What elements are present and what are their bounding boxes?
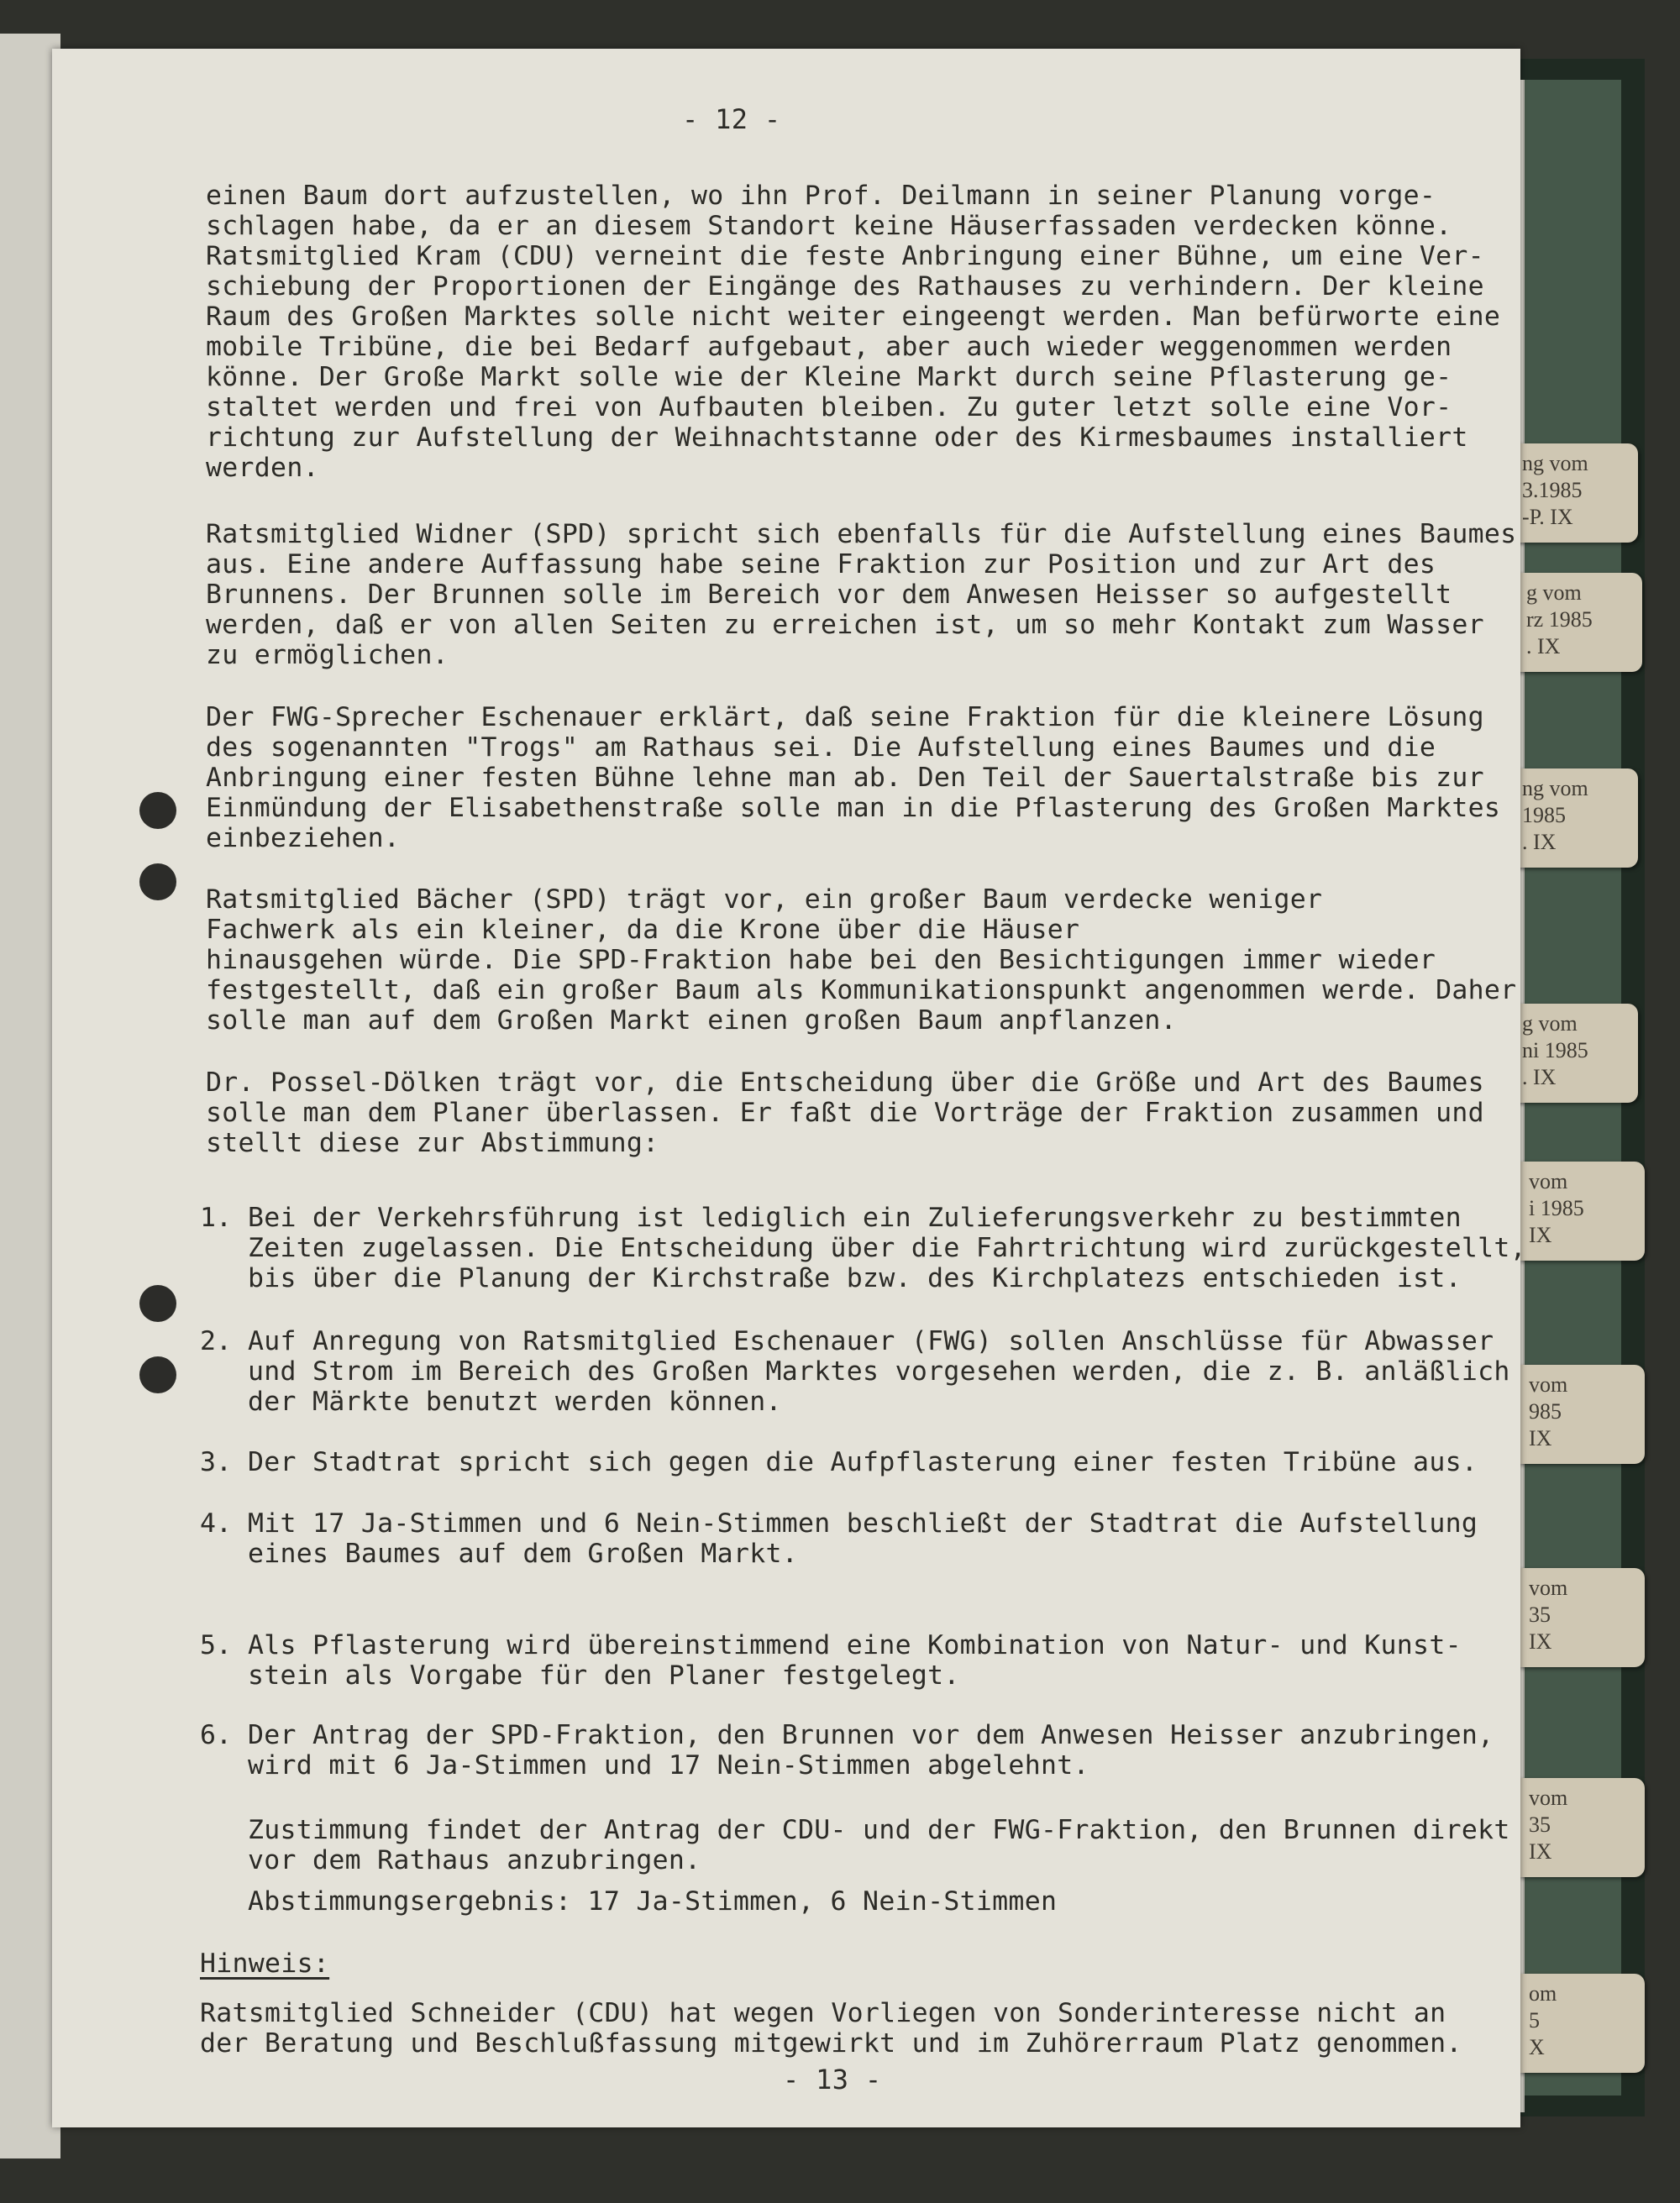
list-number: 4. [200, 1508, 232, 1539]
index-tab-label: 5 [1529, 2008, 1540, 2033]
text-line: schiebung der Proportionen der Eingänge des Rathauses zu verhindern. Der kleine [206, 271, 1484, 302]
index-tab-label: -P. IX [1522, 505, 1573, 529]
text-line: Fachwerk als ein kleiner, da die Krone über die Häuser [206, 915, 1080, 945]
page-header-number: - 12 - [682, 103, 781, 135]
index-tab[interactable] [1519, 1778, 1645, 1877]
index-tab[interactable] [1519, 1365, 1645, 1464]
text-line: des sogenannten "Trogs" am Rathaus sei. Die Aufstellung eines Baumes und die [206, 732, 1436, 763]
index-tab-label: 35 [1529, 1812, 1551, 1837]
text-line: könne. Der Große Markt solle wie der Kleine Markt durch seine Pflasterung ge- [206, 362, 1452, 392]
index-tab-label: vom [1529, 1372, 1568, 1397]
index-tab-label: X [1529, 2035, 1545, 2059]
index-tab-label: IX [1529, 1839, 1552, 1864]
text-line: Ratsmitglied Schneider (CDU) hat wegen Vorliegen von Sonderinteresse nicht an [200, 1998, 1446, 2028]
text-line: staltet werden und frei von Aufbauten bleiben. Zu guter letzt solle eine Vor- [206, 392, 1452, 422]
text-line: Der Stadtrat spricht sich gegen die Aufpflasterung einer festen Tribüne aus. [248, 1447, 1478, 1477]
text-line: einbeziehen. [206, 823, 401, 853]
index-tab-label: 35 [1529, 1602, 1551, 1627]
text-line: festgestellt, daß ein großer Baum als Kommunikationspunkt angenommen werde. Daher [206, 975, 1517, 1005]
index-tab[interactable] [1519, 1568, 1645, 1667]
index-tab-label: vom [1529, 1169, 1568, 1193]
text-line: solle man auf dem Großen Markt einen großen Baum anpflanzen. [206, 1005, 1177, 1036]
text-line: Hinweis: [200, 1949, 330, 1979]
list-number: 2. [200, 1326, 232, 1356]
index-tab-label: ni 1985 [1522, 1038, 1588, 1062]
text-line: vor dem Rathaus anzubringen. [248, 1845, 701, 1875]
text-line: wird mit 6 Ja-Stimmen und 17 Nein-Stimmen abgelehnt. [248, 1750, 1089, 1781]
index-tab-label: IX [1529, 1223, 1552, 1247]
index-tab-label: IX [1529, 1426, 1552, 1450]
list-number: 1. [200, 1203, 232, 1233]
list-number: 6. [200, 1720, 232, 1750]
text-line: Anbringung einer festen Bühne lehne man ab. Den Teil der Sauertalstraße bis zur [206, 763, 1484, 793]
text-line: der Beratung und Beschlußfassung mitgewirkt und im Zuhörerraum Platz genommen. [200, 2028, 1462, 2059]
index-tab-label: rz 1985 [1526, 607, 1593, 632]
text-line: Raum des Großen Marktes solle nicht weiter eingeengt werden. Man befürworte eine [206, 302, 1501, 332]
text-line: einen Baum dort aufzustellen, wo ihn Prof. Deilmann in seiner Planung vorge- [206, 181, 1436, 211]
index-tab[interactable] [1519, 1162, 1645, 1261]
text-line: Auf Anregung von Ratsmitglied Eschenauer (FWG) sollen Anschlüsse für Abwasser [248, 1326, 1494, 1356]
index-tab-label: om [1529, 1981, 1557, 2006]
index-tab-label: g vom [1526, 580, 1582, 605]
text-line: richtung zur Aufstellung der Weihnachtstanne oder des Kirmesbaumes installiert [206, 422, 1468, 453]
index-tab-label: vom [1529, 1786, 1568, 1810]
text-line: der Märkte benutzt werden können. [248, 1387, 782, 1417]
index-tab[interactable] [1512, 443, 1638, 543]
index-tab[interactable] [1519, 1974, 1645, 2073]
text-line: Der FWG-Sprecher Eschenauer erklärt, daß seine Fraktion für die kleinere Lösung [206, 702, 1484, 732]
list-number: 3. [200, 1447, 232, 1477]
text-line: Brunnens. Der Brunnen solle im Bereich vor dem Anwesen Heisser so aufgestellt [206, 580, 1452, 610]
list-number: 5. [200, 1630, 232, 1660]
punch-hole [139, 1356, 176, 1393]
text-line: stellt diese zur Abstimmung: [206, 1128, 659, 1158]
index-tab-label: ng vom [1522, 776, 1588, 800]
text-line: mobile Tribüne, die bei Bedarf aufgebaut, aber auch wieder weggenommen werden [206, 332, 1452, 362]
text-line: zu ermöglichen. [206, 640, 449, 670]
text-line: Bei der Verkehrsführung ist lediglich ein Zulieferungsverkehr zu bestimmten [248, 1203, 1462, 1233]
text-line: schlagen habe, da er an diesem Standort keine Häuserfassaden verdecken könne. [206, 211, 1452, 241]
text-line: Der Antrag der SPD-Fraktion, den Brunnen vor dem Anwesen Heisser anzubringen, [248, 1720, 1494, 1750]
index-tab-label: 3.1985 [1522, 478, 1583, 502]
text-line: Mit 17 Ja-Stimmen und 6 Nein-Stimmen beschließt der Stadtrat die Aufstellung [248, 1508, 1478, 1539]
text-line: Ratsmitglied Kram (CDU) verneint die feste Anbringung einer Bühne, um eine Ver- [206, 241, 1484, 271]
text-line: solle man dem Planer überlassen. Er faßt die Vorträge der Fraktion zusammen und [206, 1098, 1484, 1128]
page-footer-number: - 13 - [783, 2064, 882, 2095]
text-line: eines Baumes auf dem Großen Markt. [248, 1539, 798, 1569]
index-tab-label: 1985 [1522, 803, 1566, 827]
text-line: Einmündung der Elisabethenstraße solle man in die Pflasterung des Großen Marktes [206, 793, 1501, 823]
text-line: hinausgehen würde. Die SPD-Fraktion habe bei den Besichtigungen immer wieder [206, 945, 1436, 975]
index-tab-label: ng vom [1522, 451, 1588, 475]
index-tab[interactable] [1516, 573, 1642, 672]
text-line: Ratsmitglied Bächer (SPD) trägt vor, ein großer Baum verdecke weniger [206, 884, 1323, 915]
text-line: Als Pflasterung wird übereinstimmend eine Kombination von Natur- und Kunst- [248, 1630, 1462, 1660]
text-line: Ratsmitglied Widner (SPD) spricht sich ebenfalls für die Aufstellung eines Baumes [206, 519, 1517, 549]
index-tab[interactable] [1512, 1004, 1638, 1103]
text-line: und Strom im Bereich des Großen Marktes vorgesehen werden, die z. B. anläßlich [248, 1356, 1510, 1387]
text-line: bis über die Planung der Kirchstraße bzw. des Kirchplatezs entschieden ist. [248, 1263, 1462, 1293]
punch-hole [139, 863, 176, 900]
text-line: Zustimmung findet der Antrag der CDU- und der FWG-Fraktion, den Brunnen direkt [248, 1815, 1510, 1845]
text-line: werden, daß er von allen Seiten zu erreichen ist, um so mehr Kontakt zum Wasser [206, 610, 1484, 640]
index-tab[interactable] [1512, 768, 1638, 868]
text-line: Abstimmungsergebnis: 17 Ja-Stimmen, 6 Nein-Stimmen [248, 1886, 1058, 1917]
text-line: stein als Vorgabe für den Planer festgelegt. [248, 1660, 960, 1691]
index-tab-label: . IX [1522, 1065, 1557, 1089]
index-tab-label: . IX [1526, 634, 1561, 658]
text-line: Zeiten zugelassen. Die Entscheidung über die Fahrtrichtung wird zurückgestellt, [248, 1233, 1526, 1263]
text-line: werden. [206, 453, 319, 483]
document-page [52, 49, 1526, 2127]
index-tab-label: . IX [1522, 830, 1557, 854]
punch-hole [139, 1285, 176, 1322]
index-tab-label: g vom [1522, 1011, 1578, 1036]
index-tab-label: 985 [1529, 1399, 1562, 1424]
index-tab-label: i 1985 [1529, 1196, 1584, 1220]
index-tab-label: IX [1529, 1629, 1552, 1654]
punch-hole [139, 792, 176, 829]
index-tab-label: vom [1529, 1576, 1568, 1600]
text-line: Dr. Possel-Dölken trägt vor, die Entscheidung über die Größe und Art des Baumes [206, 1067, 1484, 1098]
text-line: aus. Eine andere Auffassung habe seine Fraktion zur Position und zur Art des [206, 549, 1436, 580]
